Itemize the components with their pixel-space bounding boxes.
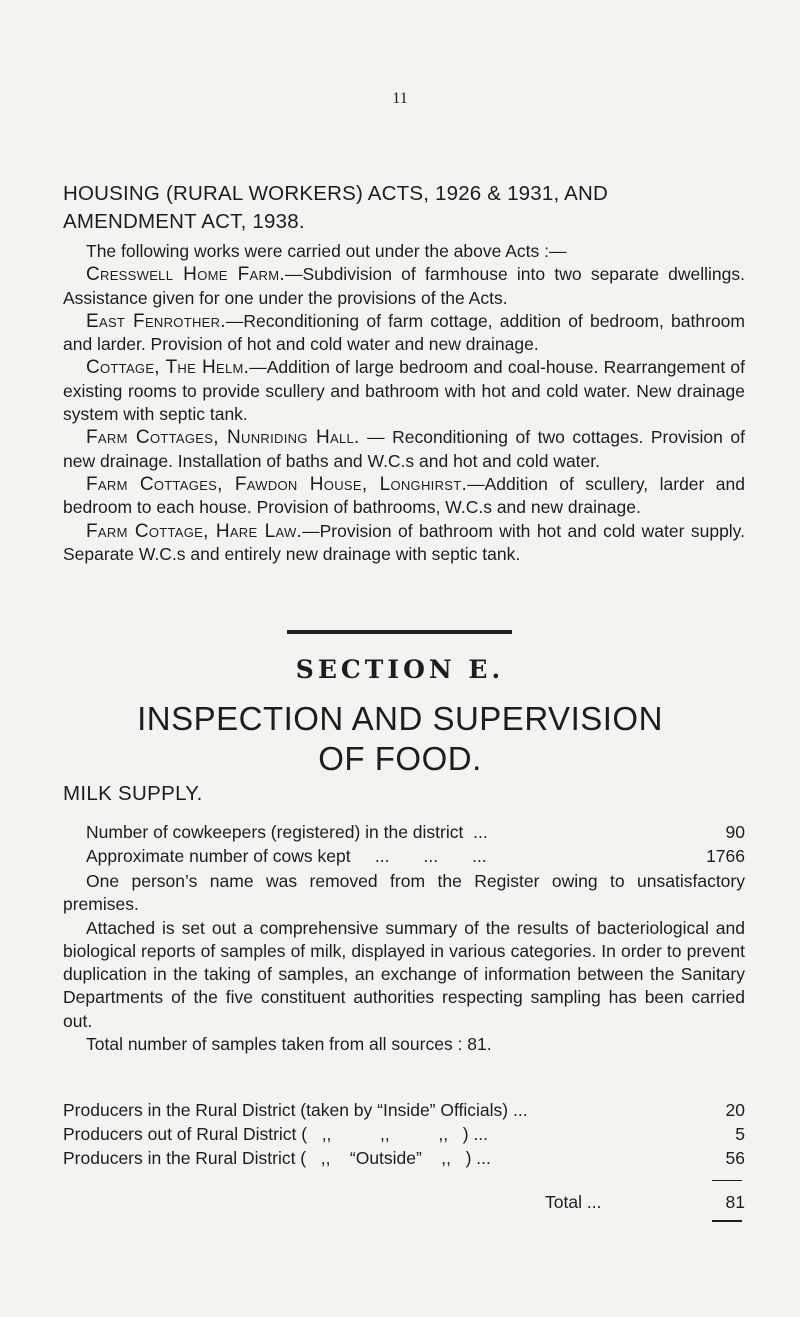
milk-paragraph: One person’s name was removed from the Register owing to unsatisfactory premises. [63, 871, 745, 915]
work-item [63, 356, 745, 426]
milk-paragraph: Attached is set out a comprehensive summary of the results of bacteriological and biological reports of samples of milk, displayed in various categories. In order to prevent duplication in the taking of samples, an exchange of information between the Sanitary Departments of the five constituent authorities respecting sampling has been carried out. [63, 917, 745, 1031]
work-description: —Addition of scullery, larder and bedroom to each house. Provision of bathrooms, W.C.s and new drainage. [63, 473, 746, 518]
section-heading: HOUSING (RURAL WORKERS) ACTS, 1926 & 1931, AND AMENDMENT ACT, 1938. [63, 182, 609, 233]
stat-label: Number of cowkeepers (registered) in the district ... [86, 822, 488, 842]
work-description: —Subdivision of farmhouse into two separate dwellings. Assistance given for one under the provisions of the Acts. [63, 264, 746, 308]
sample-value: 5 [735, 1124, 745, 1144]
work-item [63, 426, 745, 473]
stat-value: 90 [725, 822, 745, 842]
milk-supply-heading: MILK SUPPLY. [63, 782, 203, 805]
main-title-line-2: OF FOOD. [318, 740, 482, 777]
page-number: 11 [392, 90, 408, 107]
work-item [63, 473, 745, 520]
work-place-name: Farm Cottages, Fawdon House, Longhirst. [86, 473, 468, 495]
work-description: — Reconditioning of two cottages. Provision of new drainage. Installation of baths and W.C.s and hot and cold water. [63, 427, 745, 471]
sample-label: Producers out of Rural District ( ,, ,, ,, ) ... [63, 1124, 488, 1144]
work-description: —Reconditioning of farm cottage, addition of bedroom, bathroom and larder. Provision of hot and cold water and new drainage. [63, 310, 745, 355]
sample-row [63, 1124, 745, 1148]
section-title: SECTION E. [295, 655, 505, 684]
milk-supply-text [63, 870, 745, 1056]
intro-paragraph [63, 240, 745, 263]
work-item [63, 263, 745, 310]
stat-label: Approximate number of cows kept ... ... ... [86, 846, 487, 866]
work-description: —Addition of large bedroom and coal-house. Rearrangement of existing rooms to provide scullery and bathroom with hot and cold water. New drainage system with septic tank. [63, 357, 745, 425]
work-place-name: Cottage, The Helm. [86, 357, 250, 379]
sample-row [63, 1148, 745, 1172]
main-title-line-1: INSPECTION AND SUPERVISION [137, 700, 663, 737]
work-place-name: East Fenrother. [86, 310, 226, 332]
work-place-name: Farm Cottage, Hare Law. [86, 520, 303, 542]
intro-text: The following works were carried out under the above Acts :— [86, 241, 567, 261]
work-place-name: Farm Cottages, Nunriding Hall. [86, 427, 360, 449]
total-underline [712, 1220, 742, 1222]
milk-paragraph: Total number of samples taken from all sources : 81. [86, 1034, 492, 1055]
section-divider [287, 630, 512, 634]
stat-row [86, 846, 745, 870]
sample-value: 56 [725, 1148, 745, 1168]
sample-label: Producers in the Rural District (taken by “Inside” Officials) ... [63, 1100, 528, 1120]
total-rule [712, 1180, 742, 1181]
work-place-name: Cresswell Home Farm. [86, 264, 285, 286]
work-item [63, 520, 745, 567]
total-value: 81 [725, 1192, 745, 1212]
total-row [545, 1192, 745, 1216]
housing-works-text [63, 240, 745, 566]
work-item [63, 310, 745, 357]
total-label: Total ... [545, 1192, 602, 1212]
sample-label: Producers in the Rural District ( ,, “Outside” ,, ) ... [63, 1148, 491, 1168]
sample-value: 20 [725, 1100, 745, 1120]
stat-value: 1766 [706, 846, 745, 866]
stat-row [86, 822, 745, 846]
work-description: —Provision of bathroom with hot and cold water supply. Separate W.C.s and entirely new drainage with septic tank. [63, 520, 745, 564]
sample-row [63, 1100, 745, 1124]
